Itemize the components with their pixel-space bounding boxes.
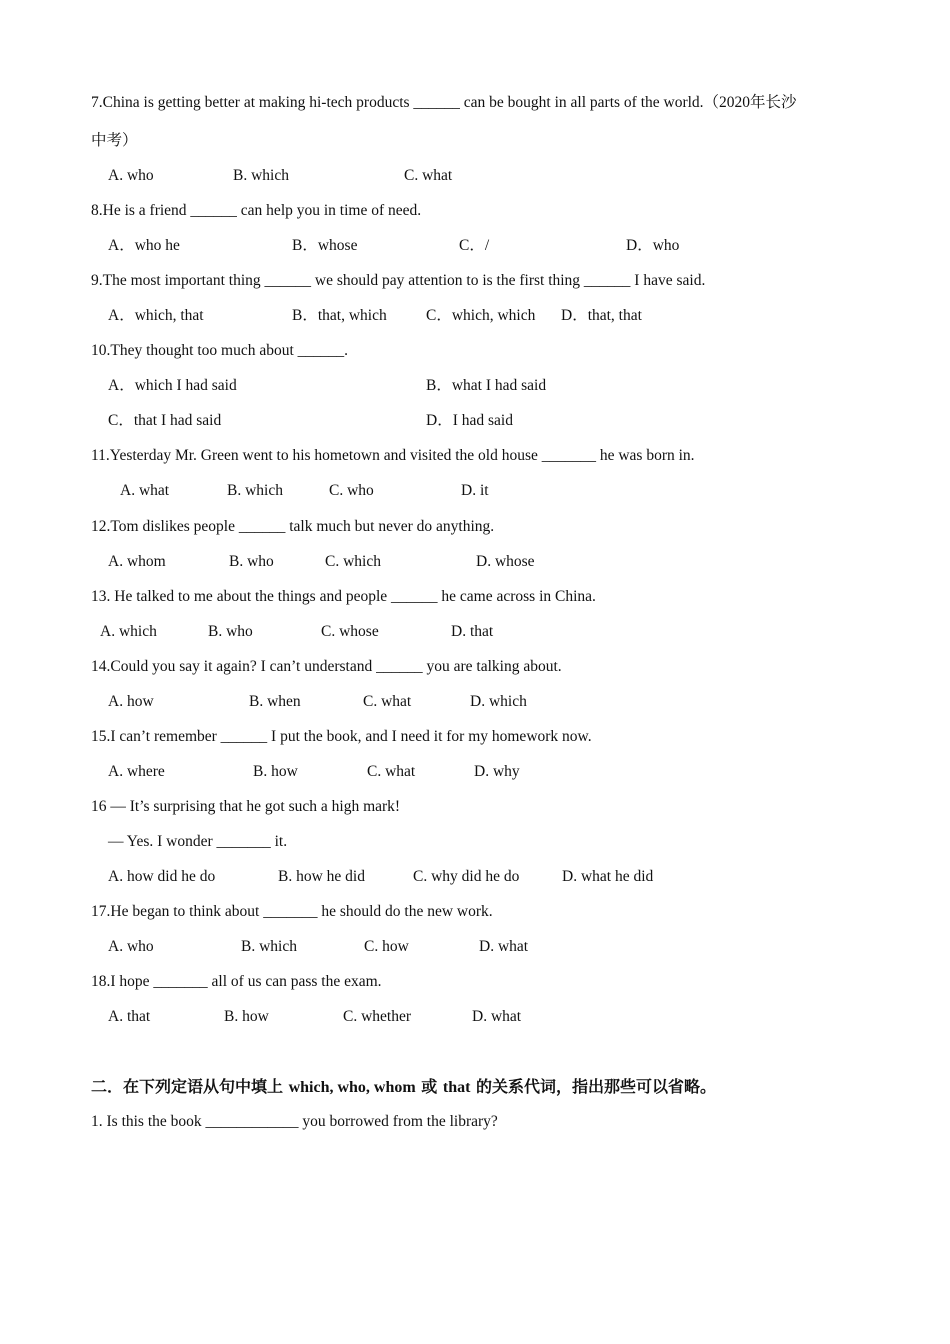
question-16-option-a: A. how did he do <box>108 868 216 885</box>
question-18-option-b: B. how <box>224 1008 269 1025</box>
question-12-option-b: B. who <box>229 553 274 570</box>
question-15-option-a: A. where <box>108 763 165 780</box>
question-15-option-c: C. what <box>367 763 416 780</box>
question-7-stem: 7.China is getting better at making hi-tech products ______ can be bought in all parts of the world.（2020年长沙 <box>91 94 797 111</box>
question-12-option-d: D. whose <box>476 553 535 570</box>
question-16-stem: 16 — It’s surprising that he got such a high mark! <box>91 798 401 815</box>
question-14-option-b: B. when <box>249 693 301 710</box>
question-7-option-b: B. which <box>233 167 289 184</box>
question-9-option-c: C．which, which <box>426 307 536 324</box>
question-15-stem: 15.I can’t remember ______ I put the book, and I need it for my homework now. <box>91 728 592 745</box>
question-17-stem: 17.He began to think about _______ he should do the new work. <box>91 903 493 920</box>
question-10-option-a: A．which I had said <box>108 377 237 394</box>
question-17-option-d: D. what <box>479 938 529 955</box>
question-13-option-d: D. that <box>451 623 494 640</box>
section-2-heading-part2: 或 <box>415 1077 443 1096</box>
question-7-option-c: C. what <box>404 167 453 184</box>
section-2-heading-part3: 的关系代词，指出那些可以省略。 <box>470 1077 717 1096</box>
question-15-option-d: D. why <box>474 763 520 780</box>
question-11-option-b: B. which <box>227 482 283 499</box>
question-18-option-a: A. that <box>108 1008 151 1025</box>
question-16-option-b: B. how he did <box>278 868 365 885</box>
question-9-option-a: A．which, that <box>108 307 204 324</box>
question-9-option-d: D．that, that <box>561 307 642 324</box>
question-16-stem-continued: — Yes. I wonder _______ it. <box>108 833 288 850</box>
question-17-option-c: C. how <box>364 938 409 955</box>
question-18-stem: 18.I hope _______ all of us can pass the exam. <box>91 973 382 990</box>
question-10-option-b: B．what I had said <box>426 377 547 394</box>
question-13-option-b: B. who <box>208 623 253 640</box>
question-18-option-d: D. what <box>472 1008 522 1025</box>
question-15-option-b: B. how <box>253 763 298 780</box>
question-7-stem-continued: 中考） <box>91 132 138 149</box>
question-14-option-d: D. which <box>470 693 527 710</box>
question-10-option-c: C．that I had said <box>108 412 222 429</box>
section-2-heading-latin2: that <box>442 1079 471 1096</box>
question-8-option-a: A．who he <box>108 237 180 254</box>
question-7-option-a: A. who <box>108 167 154 184</box>
question-16-option-c: C. why did he do <box>413 868 520 885</box>
question-11-option-c: C. who <box>329 482 374 499</box>
question-10-stem: 10.They thought too much about ______. <box>91 342 349 359</box>
question-8-option-c: C．/ <box>459 237 490 254</box>
question-8-stem: 8.He is a friend ______ can help you in time of need. <box>91 202 422 219</box>
question-12-option-a: A. whom <box>108 553 166 570</box>
question-14-option-c: C. what <box>363 693 412 710</box>
question-13-stem: 13. He talked to me about the things and people ______ he came across in China. <box>91 588 596 605</box>
question-14-stem: 14.Could you say it again? I can’t understand ______ you are talking about. <box>91 658 562 675</box>
question-8-option-d: D．who <box>626 237 680 254</box>
question-17-option-b: B. which <box>241 938 297 955</box>
section-2-heading-part1: 二．在下列定语从句中填上 <box>91 1077 289 1096</box>
question-12-option-c: C. which <box>325 553 381 570</box>
question-11-option-d: D. it <box>461 482 489 499</box>
question-11-option-a: A. what <box>120 482 170 499</box>
question-16-option-d: D. what he did <box>562 868 654 885</box>
question-9-option-b: B．that, which <box>292 307 387 324</box>
question-17-option-a: A. who <box>108 938 154 955</box>
question-9-stem: 9.The most important thing ______ we should pay attention to is the first thing ______ I have said. <box>91 272 706 289</box>
section-2-heading-latin: which, who, whom <box>288 1079 416 1096</box>
question-13-option-c: C. whose <box>321 623 379 640</box>
question-13-option-a: A. which <box>100 623 157 640</box>
section-2-heading <box>91 1077 716 1098</box>
question-18-option-c: C. whether <box>343 1008 412 1025</box>
question-11-stem: 11.Yesterday Mr. Green went to his hometown and visited the old house _______ he was born in. <box>91 447 695 464</box>
question-12-stem: 12.Tom dislikes people ______ talk much but never do anything. <box>91 518 495 535</box>
question-10-option-d: D．I had said <box>426 412 513 429</box>
question-14-option-a: A. how <box>108 693 154 710</box>
section-2-question-1: 1. Is this the book ____________ you borrowed from the library? <box>91 1113 498 1130</box>
question-8-option-b: B．whose <box>292 237 358 254</box>
